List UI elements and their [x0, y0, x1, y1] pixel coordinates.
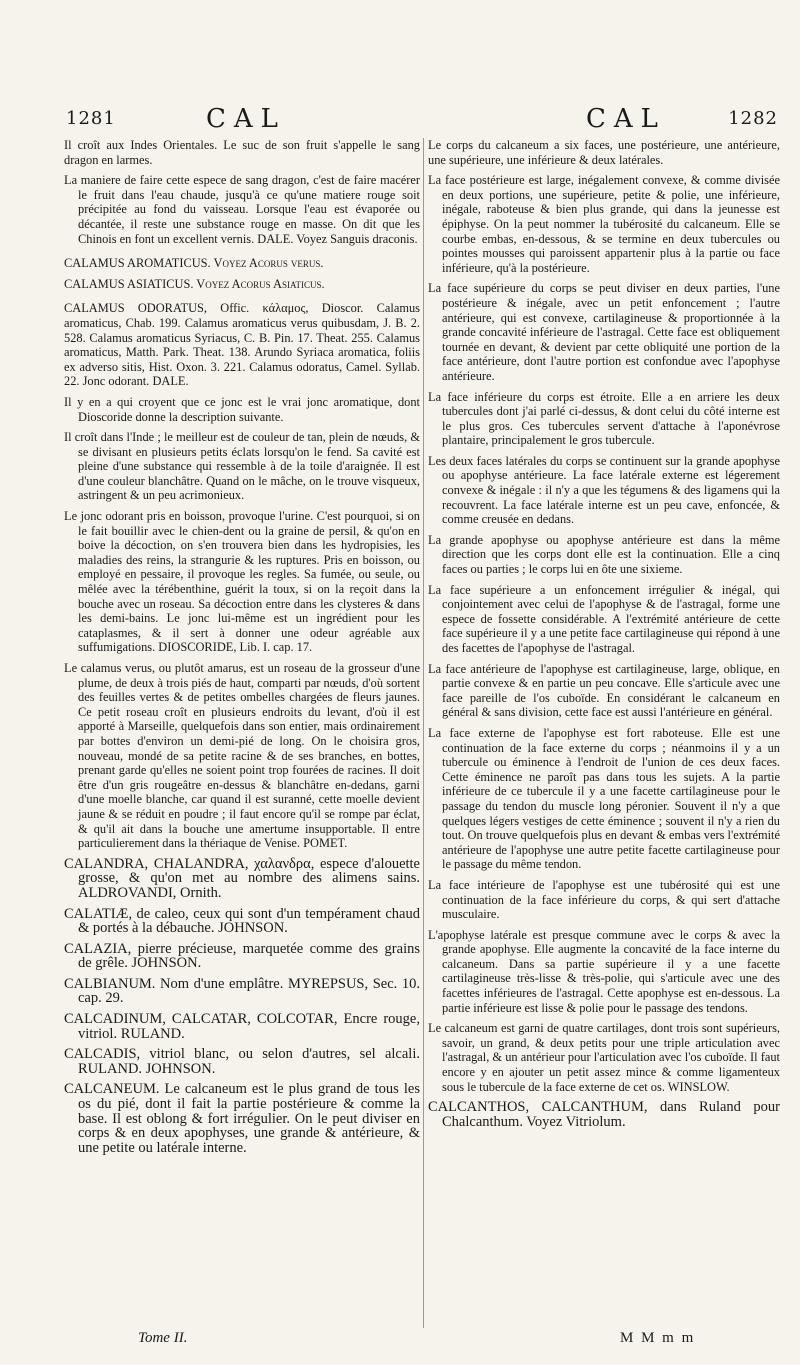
paragraph: Il croît aux Indes Orientales. Le suc de son fruit s'appelle le sang dragon en larmes. [64, 138, 420, 167]
paragraph: Le jonc odorant pris en boisson, provoque l'urine. C'est pourquoi, si on le fait bouillir avec le chien-dent ou la graine de persil, & qu'on en boive la décoction, on s'en trouvera bien dans les hydropisies, les maladies des reins, la strangurie & les ruptures. Pris en boisson, ou employé en pessaire, il provoque les regles. Sa fumée, ou seule, ou mêlée avec la térébenthine, guérit la toux, si on la reçoit dans la bouche avec un roseau. Sa décoction entre dans les clysteres & dans les demi-bains. Le jonc lui-même est un ingrédient pour les cataplasmes, & il sert à donner une odeur agréable aux suffumigations. DIOSCORIDE, Lib. I. cap. 17. [64, 509, 420, 655]
entry-calamus-odoratus: CALAMUS ODORATUS, Offic. κάλαμος, Dioscor. Calamus aromaticus, Chab. 199. Calamus aromaticus verus quibusdam, J. B. 2. 528. Calamus aromaticus Syriacus, C. B. Pin. 17. Theat. 255. Calamus aromaticus, Matth. Park. Theat. 138. Arundo Syriaca aromatica, foliis ex adverso sitis, Hist. Oxon. 3. 221. Calamus odoratus, Camel. Syllab. 22. Jonc odorant. DALE. [64, 301, 420, 389]
running-head-left: CAL [206, 104, 286, 134]
entry-calazia: CALAZIA, pierre précieuse, marquetée comme des grains de grêle. JOHNSON. [64, 940, 420, 972]
entry-calamus-asiaticus: CALAMUS ASIATICUS. Voyez Acorus Asiaticus. [64, 276, 325, 291]
paragraph: L'apophyse latérale est presque commune avec le corps & avec la grande apophyse. Elle augmente la concavité de la face interne du calcaneum. Dans sa partie supérieure il y a une facette cartilagineuse très-lisse & très-polie, qui s'articule avec une des facettes inférieures de l'astragal. Cette apophyse est en-dessous. La partie inférieure est lisse & polie pour le passage des tendons. [428, 927, 780, 1015]
column-divider [423, 138, 424, 1328]
paragraph: Le corps du calcaneum a six faces, une postérieure, une antérieure, une supérieure, une inférieure & deux latérales. [428, 138, 780, 167]
paragraph: Le calamus verus, ou plutôt amarus, est un roseau de la grosseur d'une plume, de deux à trois piés de haut, comparti par nœuds, d'où sortent des feuilles vertes & de petites ombelles chargées de fleurs jaunes. Ce petit roseau croît en plusieurs endroits du levant, d'où il est apporté à Marseille, quelquefois dans son entier, mais ordinairement par bottes d'environ un demi-pié de long. On le choisira gros, nouveau, mondé de sa petite racine & de ses branches, en bottes, prenant garde qu'elles ne soient point trop fourées de racines. Il doit être d'un gris rougeâtre en-dessus & blanchâtre en-dedans, garni d'une moelle blanche, car quand il est suranné, cette moelle devient jaune & se réduit en poudre ; il faut encore qu'il se rompe par éclat, & qu'il ait dans la bouche une amertume insupportable. Il entre particulierement dans la thériaque de Venise. POMET. [64, 661, 420, 851]
paragraph: La face supérieure du corps se peut diviser en deux parties, l'une postérieure & inégale, avec un petit enfoncement ; l'autre antérieure, qui est convexe, cartilagineuse & proportionnée à la grande concavité inférieure de l'astragal. Cette face est obliquement tournée en devant, & devient par cette obliquité une portion de la face antérieure, dont l'autre portion est confondue avec l'apophyse antérieure. [428, 281, 780, 383]
entry-calandra: CALANDRA, CHALANDRA, χαλανδρα, espece d'alouette grosse, & qu'on met au nombre des alimens sains. ALDROVANDI, Ornith. [64, 855, 420, 901]
paragraph: La face inférieure du corps est étroite. Elle a en arriere les deux tubercules dont j'ai parlé ci-dessus, & dont celui du côté interne est le plus gros. Ces tubercules servent d'attache à l'aponévrose plantaire, principalement le gros tubercule. [428, 389, 780, 448]
paragraph: Les deux faces latérales du corps se continuent sur la grande apophyse ou apophyse antérieure. La face latérale externe est légerement convexe & inégale : il n'y a que les tégumens & des ligamens qui la recouvrent. La face latérale interne est un peu cave, enfoncée, & comme creusée en dedans. [428, 453, 780, 527]
page-number-left: 1281 [66, 108, 116, 129]
entry-calbianum: CALBIANUM. Nom d'une emplâtre. MYREPSUS, Sec. 10. cap. 29. [64, 975, 420, 1007]
entry-calcadis: CALCADIS, vitriol blanc, ou selon d'autres, sel alcali. RULAND. JOHNSON. [64, 1046, 420, 1077]
paragraph: La face antérieure de l'apophyse est cartilagineuse, large, oblique, en partie convexe & en partie un peu concave. Elle s'articule avec une face pareille de l'os cuboïde. En considérant le calcaneum en général & sans division, cette face est aussi l'antérieure en général. [428, 661, 780, 720]
signature-mark: M M m m [620, 1330, 696, 1346]
paragraph: La face supérieure a un enfoncement irrégulier & inégal, qui conjointement avec celui de l'apophyse & de l'astragal, forme une espece de fossette considérable. A l'extrémité antérieure de cette face supérieure il y a une petite face cartilagineuse qui répond à une des facettes de l'apophyse de l'astragal. [428, 582, 780, 655]
entry-calatiae: CALATIÆ, de caleo, ceux qui sont d'un tempérament chaud & portés à la débauche. JOHNSON. [64, 905, 420, 937]
paragraph: La grande apophyse ou apophyse antérieure est dans la même direction que les corps dont elle est la continuation. Elle a cinq faces ou parties ; le corps lui en ôte une sixieme. [428, 532, 780, 577]
paragraph: Il croît dans l'Inde ; le meilleur est de couleur de tan, plein de nœuds, & se divisant en plusieurs petits éclats lorsqu'on le fend. Sa cavité est pleine d'une substance qui ressemble à de la toile d'araignée. Il est d'une couleur blanchâtre. Quand on le mâche, on le trouve visqueux, astringent & un peu acrimonieux. [64, 430, 420, 503]
right-column [428, 138, 780, 1135]
left-column [64, 138, 420, 1161]
paragraph: Le calcaneum est garni de quatre cartilages, dont trois sont supérieurs, savoir, un grand, & deux petits pour une triple articulation avec l'astragal, & un antérieur pour l'articulation avec l'os cuboïde. Il faut encore y en ajouter un petit assez mince & comme ligamenteux sous le tubercule de la face externe de cet os. WINSLOW. [428, 1021, 780, 1094]
entry-calamus-aromaticus: CALAMUS AROMATICUS. Voyez Acorus verus. [64, 256, 324, 271]
entry-calcadinum: CALCADINUM, CALCATAR, COLCOTAR, Encre rouge, vitriol. RULAND. [64, 1011, 420, 1042]
volume-label: Tome II. [138, 1330, 188, 1346]
paragraph: La maniere de faire cette espece de sang dragon, c'est de faire macérer le fruit dans l'eau chaude, jusqu'à ce qu'une matiere rouge soit précipitée au fond du vaisseau. Lorsque l'eau est évaporée ou décantée, il reste une substance rouge en masse. On dit que les Chinois en font un excellent vernis. DALE. Voyez Sanguis draconis. [64, 173, 420, 246]
entry-calcaneum: CALCANEUM. Le calcaneum est le plus grand de tous les os du pié, dont il fait la partie postérieure & comme la base. Il est oblong & fort irrégulier. On le peut diviser en corps & en deux apophyses, une grande & antérieure, & une petite ou latérale interne. [64, 1081, 420, 1156]
paragraph: La face externe de l'apophyse est fort raboteuse. Elle est une continuation de la face externe du corps ; néanmoins il y a un tubercule ou éminence à l'endroit de l'union de ces deux faces. Cette éminence ne paroît pas dans tous les sujets. A la partie inférieure de ce tubercule il y a une facette cartilagineuse pour le passage du tendon du muscle long péronier. Souvent il n'y a que quelques légers vestiges de cette éminence ; souvent il n'y a rien du tout. On trouve quelquefois plus en devant & embas vers l'extrémité antérieure de l'apophyse une autre petite facette cartilagineuse pour le passage du même tendon. [428, 725, 780, 872]
paragraph: La face intérieure de l'apophyse est une tubérosité qui est une continuation de la face inférieure du corps, & qui sert d'attache musculaire. [428, 877, 780, 922]
paragraph: Il y en a qui croyent que ce jonc est le vrai jonc aromatique, dont Dioscoride donne la description suivante. [64, 394, 420, 424]
page-number-right: 1282 [728, 108, 778, 129]
page-header [66, 104, 778, 136]
paragraph: La face postérieure est large, inégalement convexe, & comme divisée en deux portions, une supérieure, petite & polie, une inférieure, inégale, raboteuse & bien plus grande, qui dans la jeunesse est épiphyse. On la peut nommer la tubérosité du calcaneum. Elle se courbe embas, en-dessous, & se termine en deux tubercules ou pointes mousses qui paroissent appartenir plus à la partie ou face inférieure, qu'à la postérieure. [428, 173, 780, 275]
entry-calcanthos: CALCANTHOS, CALCANTHUM, dans Ruland pour Chalcanthum. Voyez Vitriolum. [428, 1099, 780, 1130]
running-head-right: CAL [586, 104, 666, 134]
